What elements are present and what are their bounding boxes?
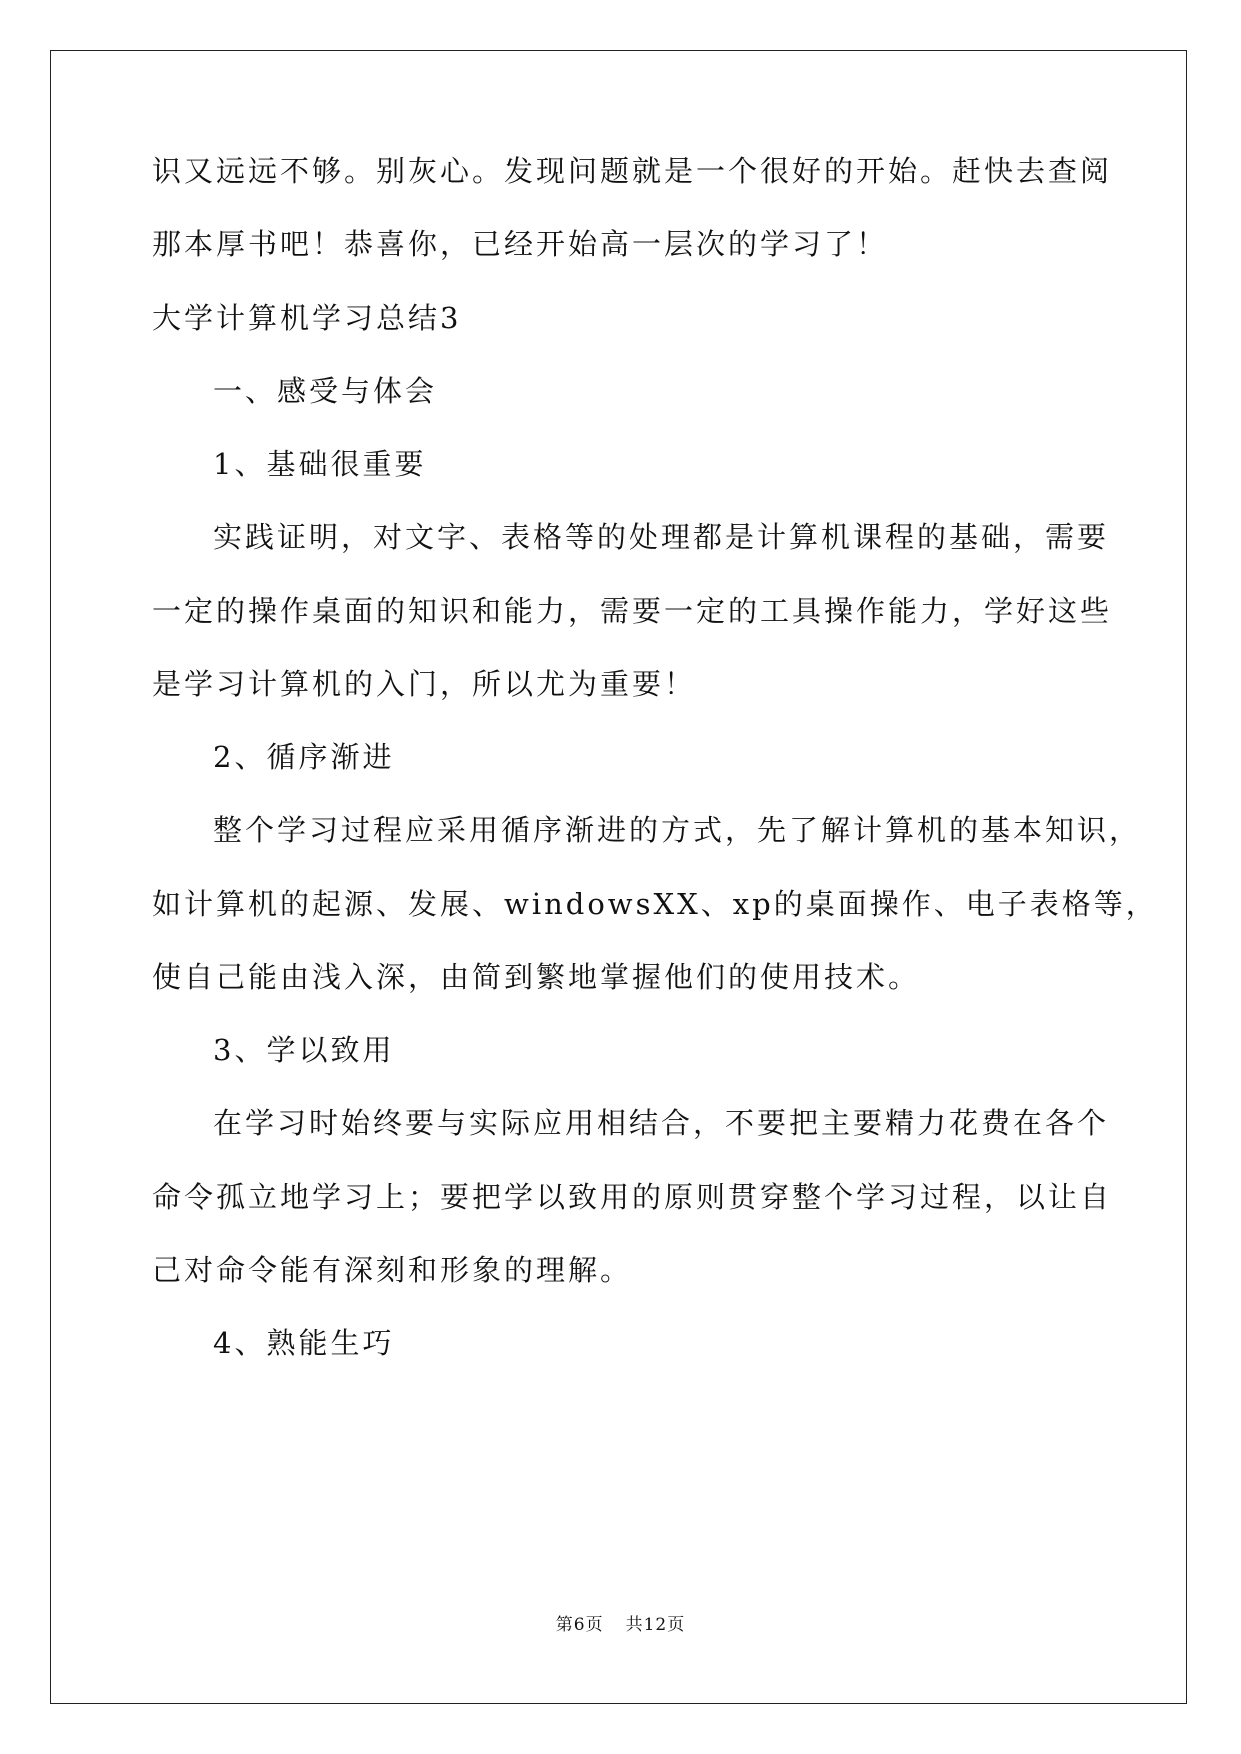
heading-level-2: 3、学以致用 [213,1033,395,1067]
text-line: 一定的操作桌面的知识和能力，需要一定的工具操作能力，学好这些 [152,594,1113,628]
text-line: 是学习计算机的入门，所以尤为重要！ [152,667,697,701]
heading-level-1: 一、感受与体会 [213,374,438,408]
page-total: 共12页 [625,1615,686,1635]
section-title: 大学计算机学习总结3 [152,301,462,335]
text-line: 识又远远不够。别灰心。发现问题就是一个很好的开始。赶快去查阅 [152,154,1113,188]
text-line: 那本厚书吧！恭喜你，已经开始高一层次的学习了！ [152,227,889,261]
heading-level-2: 1、基础很重要 [213,447,427,481]
heading-level-2: 2、循序渐进 [213,740,395,774]
text-line: 如计算机的起源、发展、windowsXX、xp的桌面操作、电子表格等， [152,887,1158,921]
text-line: 使自己能由浅入深，由简到繁地掌握他们的使用技术。 [152,960,921,994]
text-line: 命令孤立地学习上；要把学以致用的原则贯穿整个学习过程，以让自 [152,1180,1113,1214]
text-line: 己对命令能有深刻和形象的理解。 [152,1253,633,1287]
page-footer [0,1613,1241,1637]
text-line: 整个学习过程应采用循序渐进的方式，先了解计算机的基本知识， [213,813,1142,847]
text-line: 实践证明，对文字、表格等的处理都是计算机课程的基础，需要 [213,520,1110,554]
page-number: 第6页 [555,1615,604,1635]
heading-level-2: 4、熟能生巧 [213,1326,395,1360]
text-line: 在学习时始终要与实际应用相结合，不要把主要精力花费在各个 [213,1106,1110,1140]
